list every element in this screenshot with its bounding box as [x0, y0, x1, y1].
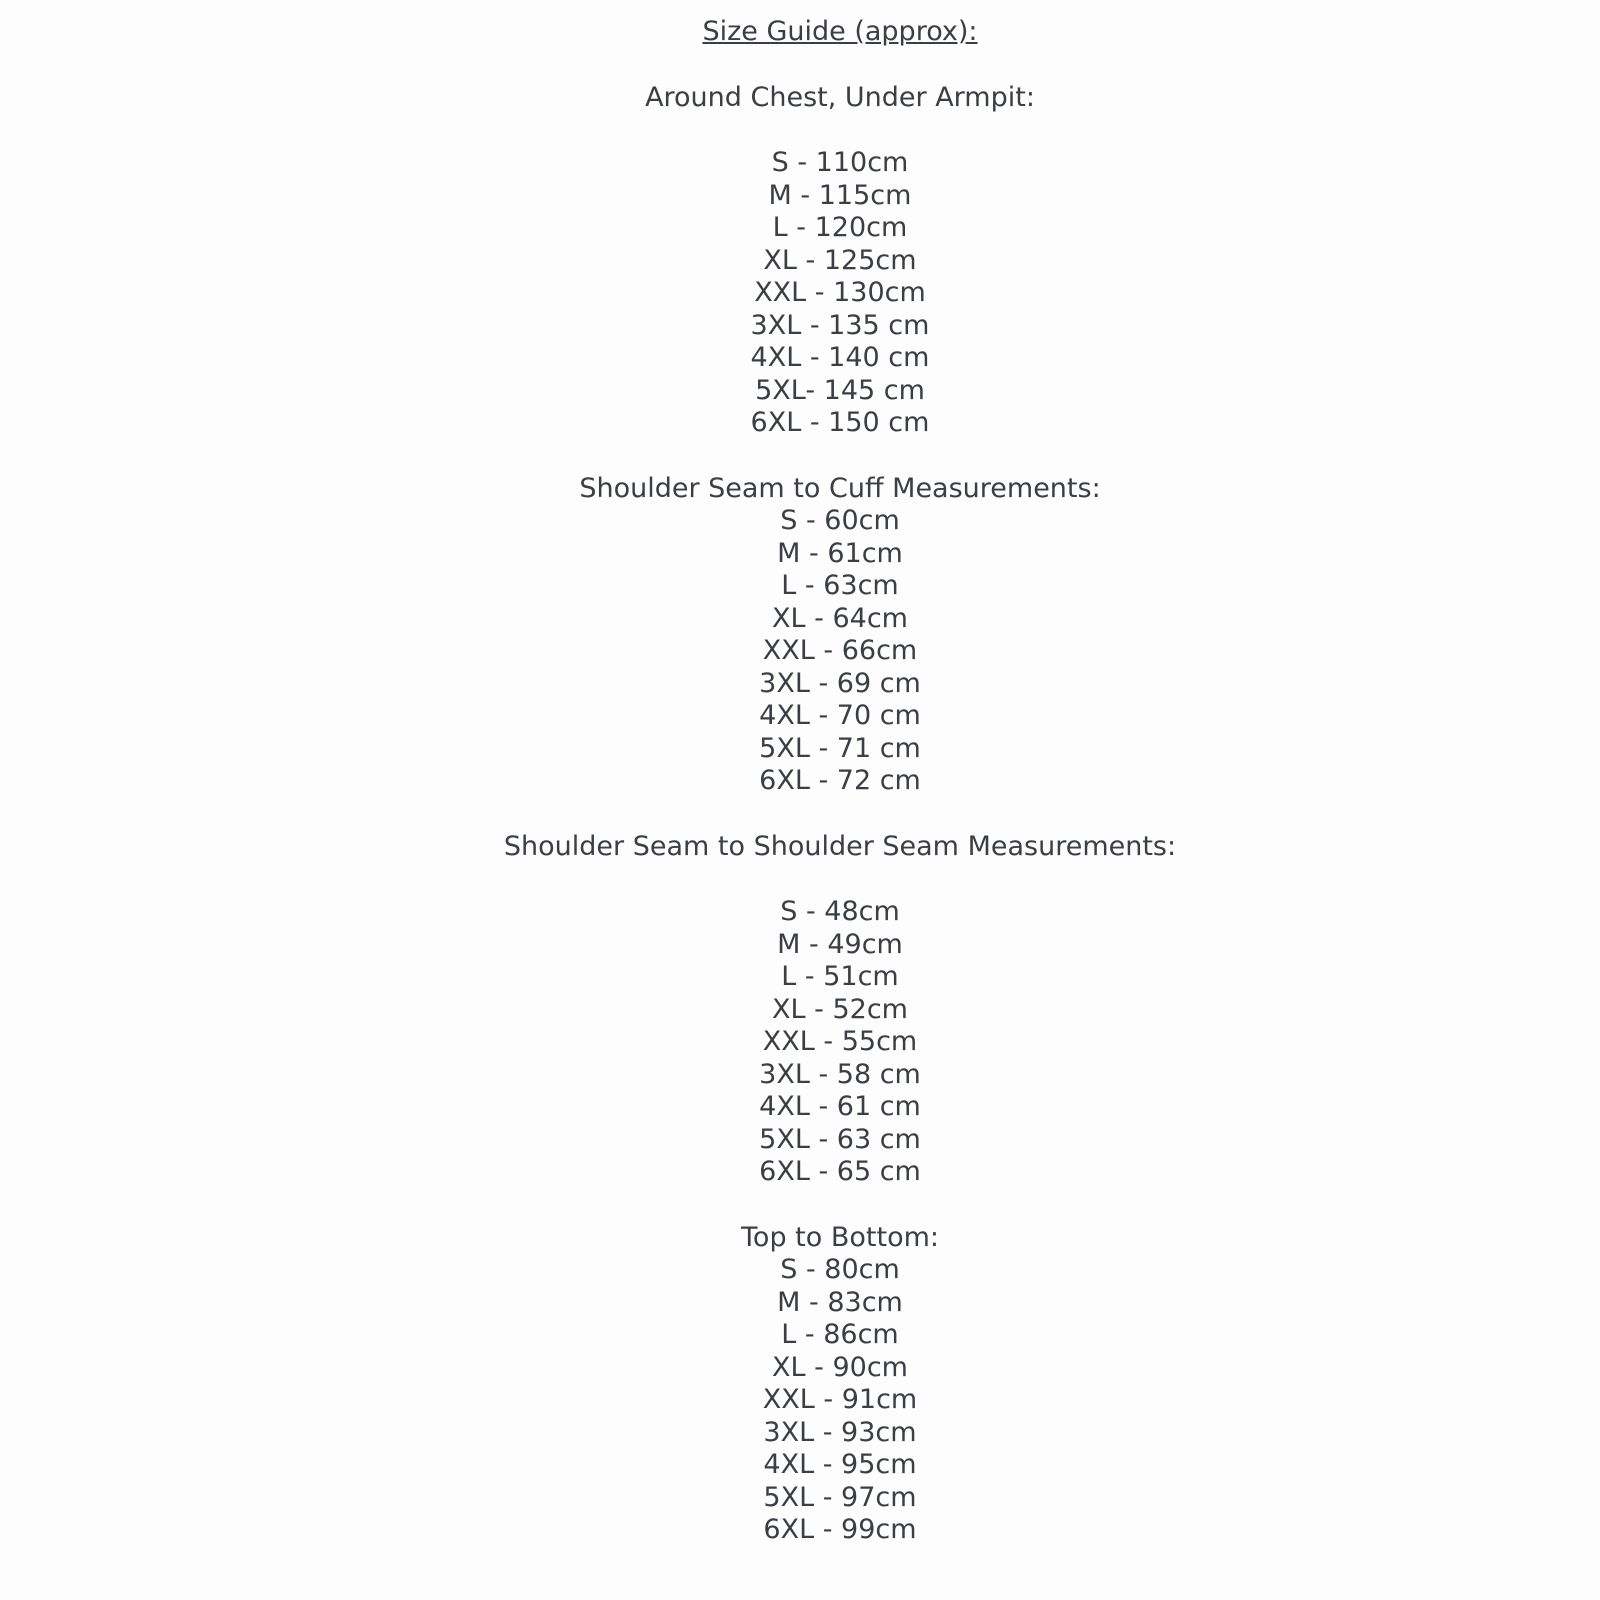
section-heading-shoulder-to-shoulder: Shoulder Seam to Shoulder Seam Measurements: [503, 830, 1177, 862]
section-around-chest [80, 82, 1600, 440]
page-title: Size Guide (approx): [702, 16, 978, 47]
size-row-xxl: XXL - 55cm [762, 1026, 918, 1057]
size-row-4xl: 4XL - 140 cm [750, 342, 930, 373]
size-row-6xl: 6XL - 72 cm [759, 765, 921, 796]
size-row-m: M - 61cm [777, 537, 903, 569]
section-shoulder-to-cuff [80, 473, 1600, 798]
size-row-xl: XL - 90cm [772, 1351, 908, 1383]
size-row-5xl: 5XL - 71 cm [759, 732, 921, 764]
size-row-l: L - 120cm [772, 212, 908, 243]
size-row-l: L - 51cm [781, 961, 899, 992]
size-row-4xl: 4XL - 70 cm [759, 700, 921, 731]
size-row-3xl: 3XL - 135 cm [750, 309, 930, 341]
section-heading-top-to-bottom: Top to Bottom: [741, 1221, 939, 1253]
size-row-s: S - 60cm [780, 505, 900, 536]
size-row-s: S - 80cm [780, 1254, 900, 1285]
section-heading-around-chest: Around Chest, Under Armpit: [645, 81, 1035, 113]
size-row-6xl: 6XL - 65 cm [759, 1156, 921, 1187]
size-row-m: M - 115cm [768, 179, 912, 211]
size-row-xxl: XXL - 130cm [754, 277, 926, 308]
section-top-to-bottom [80, 1222, 1600, 1547]
size-row-3xl: 3XL - 69 cm [759, 667, 921, 699]
size-row-6xl: 6XL - 150 cm [750, 407, 930, 438]
size-row-6xl: 6XL - 99cm [763, 1514, 917, 1545]
size-row-xl: XL - 52cm [772, 993, 908, 1025]
size-row-xxl: XXL - 91cm [762, 1384, 918, 1415]
size-row-l: L - 86cm [781, 1319, 899, 1350]
size-row-l: L - 63cm [781, 570, 899, 601]
size-row-5xl: 5XL - 97cm [763, 1481, 917, 1513]
size-row-xxl: XXL - 66cm [762, 635, 918, 666]
size-row-5xl: 5XL- 145 cm [755, 374, 925, 406]
section-shoulder-to-shoulder [80, 831, 1600, 1189]
size-row-m: M - 83cm [777, 1286, 903, 1318]
section-heading-shoulder-to-cuff: Shoulder Seam to Cuff Measurements: [579, 472, 1101, 504]
size-row-s: S - 48cm [780, 896, 900, 927]
size-row-4xl: 4XL - 61 cm [759, 1091, 921, 1122]
size-row-5xl: 5XL - 63 cm [759, 1123, 921, 1155]
size-row-3xl: 3XL - 58 cm [759, 1058, 921, 1090]
size-row-m: M - 49cm [777, 928, 903, 960]
size-row-xl: XL - 125cm [763, 244, 917, 276]
size-row-xl: XL - 64cm [772, 602, 908, 634]
size-row-4xl: 4XL - 95cm [763, 1449, 917, 1480]
size-row-3xl: 3XL - 93cm [763, 1416, 917, 1448]
size-row-s: S - 110cm [771, 147, 909, 178]
